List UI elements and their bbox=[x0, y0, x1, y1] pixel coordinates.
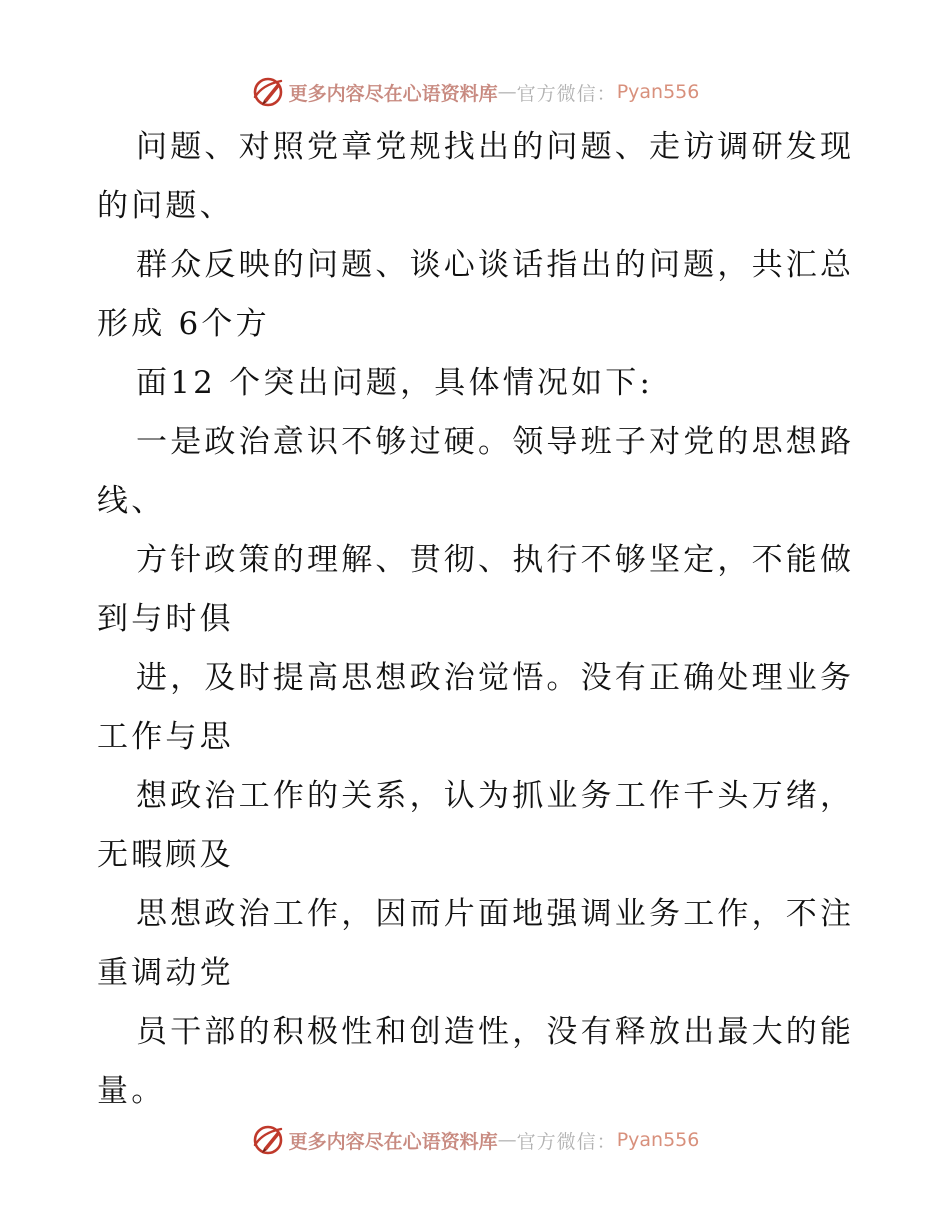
text-line: 问题、对照党章党规找出的问题、走访调研发现 bbox=[136, 129, 855, 165]
footer-banner bbox=[0, 1120, 950, 1160]
text-line: 面12 个突出问题，具体情况如下: bbox=[136, 365, 654, 401]
text-line: 思想政治工作，因而片面地强调业务工作，不注 bbox=[136, 896, 855, 932]
pen-logo-icon bbox=[251, 75, 285, 109]
text-line: 线、 bbox=[97, 483, 166, 519]
banner-official-label: 官方微信： bbox=[516, 1130, 617, 1153]
text-line: 想政治工作的关系，认为抓业务工作千头万绪， bbox=[136, 778, 855, 814]
pen-logo-icon bbox=[251, 1123, 285, 1157]
text-line: 工作与思 bbox=[97, 719, 234, 755]
text-line: 形成 6个方 bbox=[97, 306, 270, 342]
banner-separator: — bbox=[497, 81, 517, 103]
banner-title: 更多内容尽在心语资料库 bbox=[288, 82, 498, 105]
banner-separator: — bbox=[497, 1129, 517, 1151]
banner-wechat-id: Pyan556 bbox=[616, 1129, 700, 1151]
text-line: 无暇顾及 bbox=[97, 837, 234, 873]
text-line: 员干部的积极性和创造性，没有释放出最大的能 bbox=[136, 1014, 855, 1050]
banner-wechat-id: Pyan556 bbox=[616, 81, 700, 103]
document-body bbox=[97, 118, 857, 1121]
header-banner bbox=[0, 72, 950, 112]
text-line: 方针政策的理解、贯彻、执行不够坚定，不能做 bbox=[136, 542, 855, 578]
text-line: 量。 bbox=[97, 1073, 166, 1109]
text-line: 进，及时提高思想政治觉悟。没有正确处理业务 bbox=[136, 660, 855, 696]
text-line: 群众反映的问题、谈心谈话指出的问题，共汇总 bbox=[136, 247, 855, 283]
text-line: 一是政治意识不够过硬。领导班子对党的思想路 bbox=[136, 424, 855, 460]
text-line: 重调动党 bbox=[97, 955, 234, 991]
text-line: 的问题、 bbox=[97, 188, 234, 224]
text-line: 到与时俱 bbox=[97, 601, 234, 637]
banner-official-label: 官方微信： bbox=[516, 82, 617, 105]
banner-title: 更多内容尽在心语资料库 bbox=[288, 1130, 498, 1153]
